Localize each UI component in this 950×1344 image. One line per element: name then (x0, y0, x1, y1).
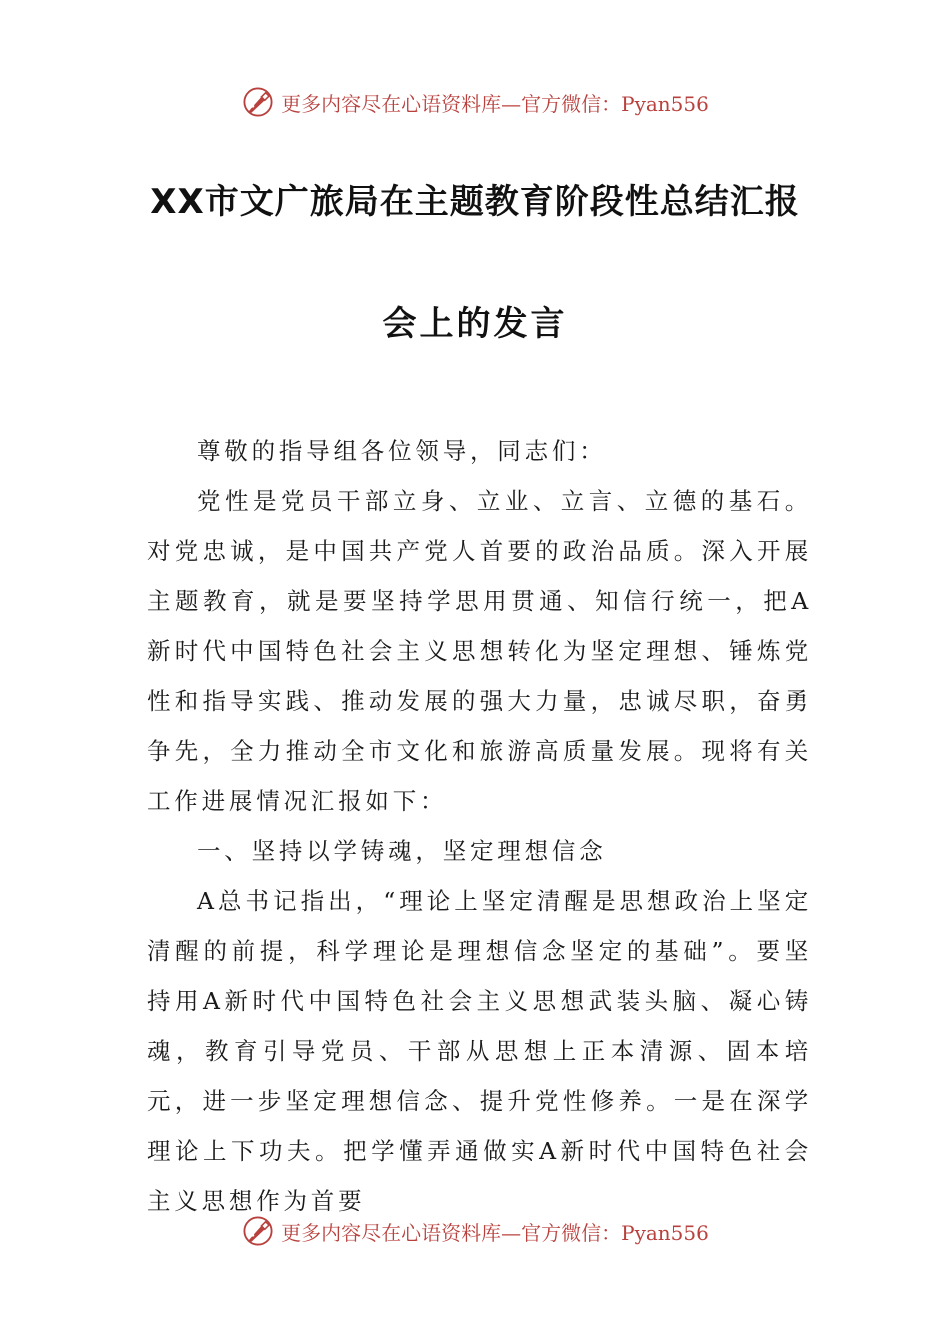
watermark-content (241, 85, 709, 119)
watermark-text (281, 1217, 709, 1246)
section-heading: 一、坚持以学铸魂，坚定理想信念 (197, 837, 607, 865)
watermark-text (281, 88, 709, 117)
watermark-wechat-id: Pyan556 (621, 1220, 709, 1245)
watermark-banner-top (0, 82, 950, 122)
pen-nib-icon (241, 1214, 275, 1248)
watermark-brand-text: 更多内容尽在心语资料库—官方微信： (281, 1220, 622, 1245)
body-paragraph: 党性是党员干部立身、立业、立言、立德的基石。对党忠诚，是中国共产党人首要的政治品质。深入开展主题教育，就是要坚持学思用贯通、知信行统一，把A新时代中国特色社会主义思想转化为坚定理想、锤炼党性和指导实践、推动发展的强大力量，忠诚尽职，奋勇争先，全力推动全市文化和旅游高质量发展。现将有关工作进展情况汇报如下： (147, 487, 812, 815)
document-title-line-1: XX市文广旅局在主题教育阶段性总结汇报 (150, 182, 800, 222)
watermark-brand-text: 更多内容尽在心语资料库—官方微信： (281, 91, 622, 116)
watermark-content (241, 1214, 709, 1248)
document-title-line-2: 会上的发言 (382, 304, 568, 344)
body-paragraph: A总书记指出，“理论上坚定清醒是思想政治上坚定清醒的前提，科学理论是理想信念坚定的基础”。要坚持用A新时代中国特色社会主义思想武装头脑、凝心铸魂，教育引导党员、干部从思想上正本清源、固本培元，进一步坚定理想信念、提升党性修养。一是在深学理论上下功夫。把学懂弄通做实A新时代中国特色社会主义思想作为首要 (147, 887, 812, 1215)
document-body (147, 426, 812, 1226)
watermark-banner-bottom (0, 1211, 950, 1251)
pen-nib-icon (241, 85, 275, 119)
salutation-paragraph: 尊敬的指导组各位领导，同志们： (197, 437, 607, 465)
watermark-wechat-id: Pyan556 (621, 91, 709, 116)
